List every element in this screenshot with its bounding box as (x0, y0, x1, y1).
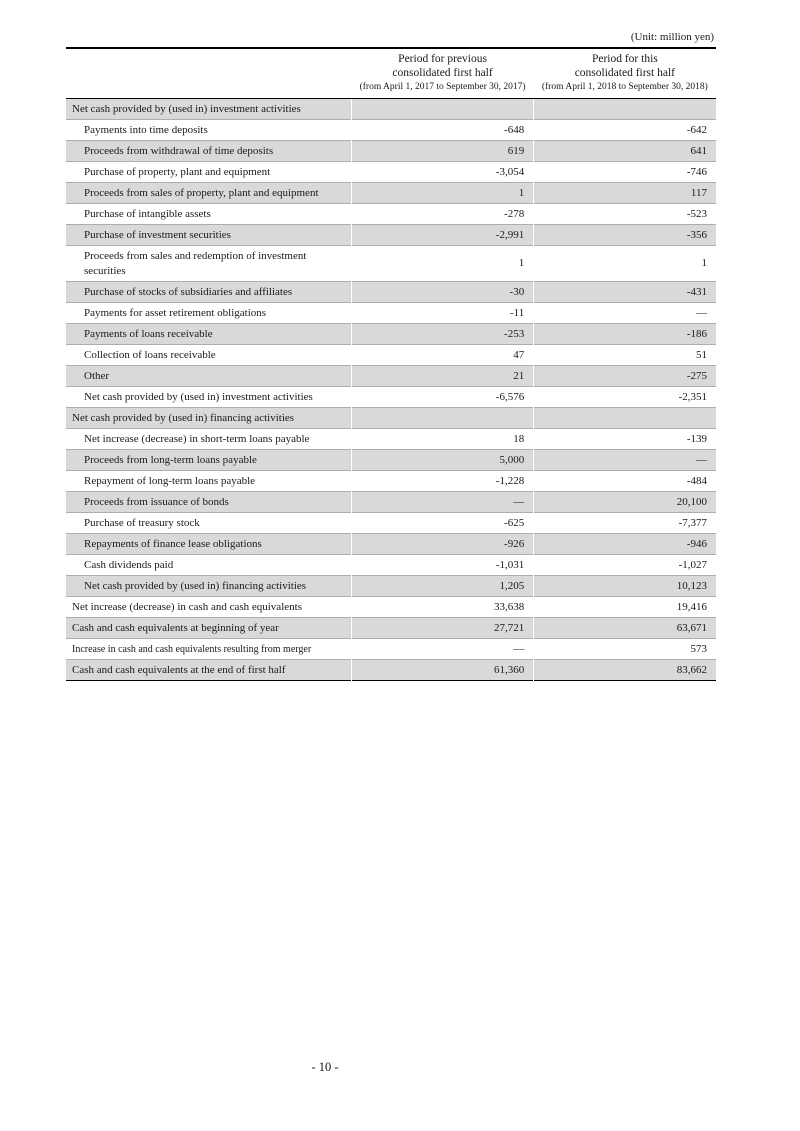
table-row (66, 141, 716, 162)
column-period: (from April 1, 2017 to September 30, 2017) (359, 82, 526, 92)
table-row (66, 597, 716, 618)
value-previous: -2,991 (351, 225, 533, 246)
value-previous: -1,031 (351, 555, 533, 576)
table-row (66, 450, 716, 471)
value-current: -946 (534, 534, 716, 555)
value-current: 10,123 (534, 576, 716, 597)
section-row (66, 408, 716, 429)
value-current: ― (534, 303, 716, 324)
table-row (66, 225, 716, 246)
row-label: Repayments of finance lease obligations (84, 537, 262, 550)
row-label: Net increase (decrease) in cash and cash equivalents (72, 600, 302, 613)
table-row (66, 387, 716, 408)
value-current: -139 (534, 429, 716, 450)
table-row (66, 246, 716, 282)
section-row (66, 99, 716, 120)
value-previous: 61,360 (351, 660, 533, 681)
row-label: Net cash provided by (used in) financing activities (72, 411, 295, 424)
row-label: Cash and cash equivalents at beginning of year (72, 621, 279, 634)
value-previous: 619 (351, 141, 533, 162)
value-previous: -30 (351, 282, 533, 303)
value-current: 63,671 (534, 618, 716, 639)
table-row (66, 282, 716, 303)
row-label: Collection of loans receivable (84, 348, 216, 361)
table-row (66, 162, 716, 183)
value-current: -484 (534, 471, 716, 492)
row-label: Purchase of property, plant and equipment (84, 165, 271, 178)
value-previous: 1 (351, 183, 533, 204)
value-previous (351, 408, 533, 429)
table-row (66, 345, 716, 366)
value-previous: -253 (351, 324, 533, 345)
row-label: Purchase of stocks of subsidiaries and affiliates (84, 285, 293, 298)
row-label: Purchase of intangible assets (84, 207, 211, 220)
value-previous: 21 (351, 366, 533, 387)
value-current: 573 (534, 639, 716, 660)
row-label: Purchase of investment securities (84, 228, 231, 241)
value-current: -356 (534, 225, 716, 246)
value-previous: -648 (351, 120, 533, 141)
table-row (66, 366, 716, 387)
table-row (66, 513, 716, 534)
row-label: Net cash provided by (used in) investment activities (72, 102, 301, 115)
value-previous: 27,721 (351, 618, 533, 639)
page-number: - 10 - (311, 1060, 339, 1074)
table-row (66, 555, 716, 576)
value-current: -7,377 (534, 513, 716, 534)
statement-content (66, 30, 716, 681)
row-label: Cash dividends paid (84, 558, 174, 571)
column-title: Period for this consolidated first half (574, 53, 675, 79)
value-previous: 1,205 (351, 576, 533, 597)
table-row (66, 618, 716, 639)
row-label: Cash and cash equivalents at the end of first half (72, 663, 286, 676)
row-label: Proceeds from sales and redemption of investment securities (84, 249, 307, 277)
value-current: -746 (534, 162, 716, 183)
row-label: Repayment of long-term loans payable (84, 474, 256, 487)
table-row (66, 303, 716, 324)
value-previous: -625 (351, 513, 533, 534)
table-body (66, 99, 716, 681)
row-label: Net cash provided by (used in) financing activities (84, 579, 307, 592)
column-period: (from April 1, 2018 to September 30, 2018) (541, 82, 708, 92)
value-current: 641 (534, 141, 716, 162)
row-label: Payments of loans receivable (84, 327, 213, 340)
row-label: Other (84, 369, 110, 382)
value-previous: 33,638 (351, 597, 533, 618)
header-label-cell (66, 48, 351, 99)
value-previous: -6,576 (351, 387, 533, 408)
value-previous: 47 (351, 345, 533, 366)
row-label: Net cash provided by (used in) investment activities (84, 390, 313, 403)
value-current: 19,416 (534, 597, 716, 618)
value-current: -2,351 (534, 387, 716, 408)
table-row (66, 534, 716, 555)
table-row (66, 120, 716, 141)
row-label: Proceeds from long-term loans payable (84, 453, 257, 466)
row-label: Payments into time deposits (84, 123, 208, 136)
table-row (66, 660, 716, 681)
value-previous: -926 (351, 534, 533, 555)
value-current: -642 (534, 120, 716, 141)
value-current: 117 (534, 183, 716, 204)
row-label: Increase in cash and cash equivalents resulting from merger (72, 643, 312, 655)
value-previous: -1,228 (351, 471, 533, 492)
table-row (66, 471, 716, 492)
value-current: -523 (534, 204, 716, 225)
value-previous: 5,000 (351, 450, 533, 471)
value-current: -186 (534, 324, 716, 345)
table-row (66, 429, 716, 450)
value-current: 83,662 (534, 660, 716, 681)
column-header-previous (351, 48, 533, 99)
value-current: 1 (534, 246, 716, 282)
table-row (66, 492, 716, 513)
value-current: 20,100 (534, 492, 716, 513)
row-label: Proceeds from issuance of bonds (84, 495, 229, 508)
value-previous: -278 (351, 204, 533, 225)
cashflow-table (66, 47, 716, 681)
value-previous (351, 99, 533, 120)
table-row (66, 639, 716, 660)
table-row (66, 576, 716, 597)
row-label: Net increase (decrease) in short-term loans payable (84, 432, 310, 445)
value-previous: ― (351, 492, 533, 513)
row-label: Payments for asset retirement obligations (84, 306, 267, 319)
value-previous: 18 (351, 429, 533, 450)
table-row (66, 324, 716, 345)
value-previous: -3,054 (351, 162, 533, 183)
column-header-current (534, 48, 716, 99)
table-row (66, 204, 716, 225)
unit-label: (Unit: million yen) (630, 31, 714, 43)
value-previous: ― (351, 639, 533, 660)
row-label: Proceeds from withdrawal of time deposits (84, 144, 274, 157)
value-previous: -11 (351, 303, 533, 324)
column-title: Period for previous consolidated first half (392, 53, 493, 79)
header-row (66, 48, 716, 99)
value-current: -431 (534, 282, 716, 303)
row-label: Purchase of treasury stock (84, 516, 200, 529)
table-row (66, 183, 716, 204)
value-current: 51 (534, 345, 716, 366)
value-current: -275 (534, 366, 716, 387)
value-current (534, 99, 716, 120)
value-current: ― (534, 450, 716, 471)
row-label: Proceeds from sales of property, plant and equipment (84, 186, 319, 199)
value-current: -1,027 (534, 555, 716, 576)
value-current (534, 408, 716, 429)
value-previous: 1 (351, 246, 533, 282)
